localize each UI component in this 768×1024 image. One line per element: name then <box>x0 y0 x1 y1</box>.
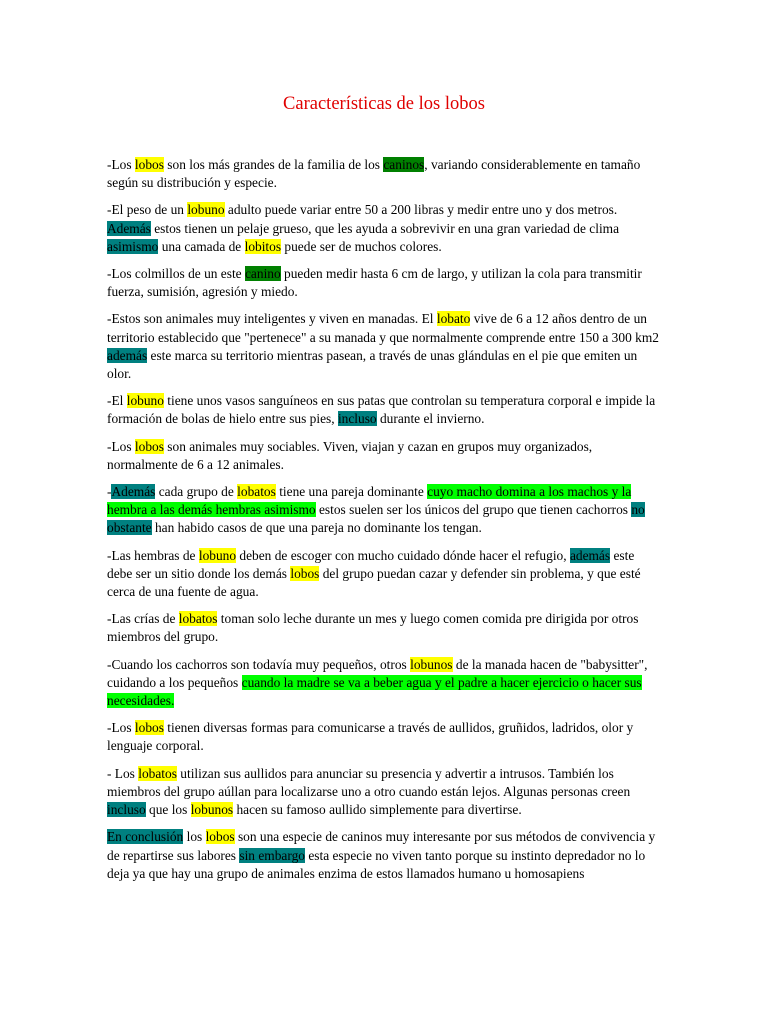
text-run: , variando considerablemente en tamaño según su distribución y especie. <box>107 157 641 191</box>
highlighted-text: lobos <box>205 829 235 845</box>
text-run: del grupo puedan cazar y defender sin problema, y que esté cerca de una fuente de agua. <box>107 565 641 600</box>
highlighted-text: lobunos <box>410 656 453 672</box>
text-run: tienen diversas formas para comunicarse a través de aullidos, gruñidos, ladridos, olor y lenguaje corporal. <box>107 720 634 754</box>
text-run: -Los <box>107 438 135 454</box>
text-run: esta especie no viven tanto porque su instinto depredador no lo deja ya que hay una grupo de animales enzima de estos llamados humano u homosapiens <box>107 847 646 881</box>
paragraph <box>107 310 662 383</box>
text-run: - Los <box>107 765 139 781</box>
text-run: -Cuando los cachorros son todavía muy pequeños, otros <box>107 656 411 672</box>
document-body <box>107 156 662 892</box>
highlighted-text: En conclusión <box>107 829 184 845</box>
text-run: -Los <box>107 157 135 172</box>
highlighted-text: lobatos <box>237 484 276 500</box>
paragraph <box>107 828 662 883</box>
text-run: que los <box>145 802 191 818</box>
highlighted-text: lobatos <box>178 611 218 627</box>
text-run: -El peso de un <box>107 202 188 218</box>
text-run: deben de escoger con mucho cuidado dónde hacer el refugio, <box>236 547 570 563</box>
text-run: este debe ser un sitio donde los demás <box>107 547 635 581</box>
highlighted-text: caninos <box>383 157 425 172</box>
text-run: utilizan sus aullidos para anunciar su presencia y advertir a intrusos. También los miembros del grupo aúllan para localizarse uno a otro cuando están lejos. Algunas personas creen <box>107 765 631 799</box>
highlighted-text: lobitos <box>244 238 282 254</box>
text-run: tiene una pareja dominante <box>275 484 428 500</box>
highlighted-text: lobuno <box>126 393 164 409</box>
text-run: de la manada hacen de "babysitter", cuidando a los pequeños <box>107 656 648 690</box>
text-run: son animales muy sociables. Viven, viajan y cazan en grupos muy organizados, normalmente de 6 a 12 animales. <box>107 438 593 472</box>
text-run: -Estos son animales muy inteligentes y viven en manadas. El <box>107 311 437 327</box>
paragraph <box>107 765 662 820</box>
highlighted-text: lobatos <box>138 765 177 781</box>
text-run: - <box>107 484 112 500</box>
highlighted-text: lobuno <box>198 547 237 563</box>
paragraph <box>107 265 662 301</box>
highlighted-text: no obstante <box>107 502 645 536</box>
paragraph <box>107 201 662 256</box>
highlighted-text: además <box>107 347 148 363</box>
paragraph <box>107 438 662 474</box>
text-run: -El <box>107 393 127 409</box>
paragraph <box>107 547 662 602</box>
text-run: durante el invierno. <box>376 411 485 427</box>
text-run: tiene unos vasos sanguíneos en sus patas que controlan su temperatura corporal e impide la formación de bolas de hielo entre sus pies, <box>107 393 656 427</box>
text-run: -Las hembras de <box>107 547 199 563</box>
text-run: adulto puede variar entre 50 a 200 libras y medir entre uno y dos metros. <box>224 202 618 218</box>
document-title: Características de los lobos <box>283 94 485 114</box>
text-run: una camada de <box>158 238 245 254</box>
highlighted-text: además <box>569 547 611 563</box>
highlighted-text: lobos <box>134 720 164 736</box>
text-run: hacen su famoso aullido simplemente para divertirse. <box>233 802 522 818</box>
text-run: estos tienen un pelaje grueso, que les ayuda a sobrevivir en una gran variedad de clima <box>150 220 620 236</box>
paragraph <box>107 610 662 646</box>
paragraph <box>107 156 662 192</box>
highlighted-text: lobuno <box>187 202 225 218</box>
highlighted-text: lobunos <box>190 802 234 818</box>
highlighted-text: cuando la madre se va a beber agua y el padre a hacer ejercicio o hacer sus necesidades. <box>107 674 642 709</box>
highlighted-text: incluso <box>107 802 146 818</box>
text-run: son los más grandes de la familia de los <box>163 157 384 172</box>
highlighted-text: lobos <box>290 565 320 581</box>
paragraph <box>107 483 662 538</box>
highlighted-text: lobos <box>134 157 164 172</box>
paragraph <box>107 656 662 711</box>
text-run: puede ser de muchos colores. <box>281 238 442 254</box>
highlighted-text: incluso <box>337 411 377 427</box>
text-run: estos suelen ser los únicos del grupo que tienen cachorros <box>315 502 632 518</box>
text-run: vive de 6 a 12 años dentro de un territorio establecido que "pertenece" a su manada y que normalmente comprende entre 150 a 300 km2 <box>107 311 659 345</box>
highlighted-text: lobos <box>134 438 164 454</box>
paragraph <box>107 719 662 755</box>
text-run: este marca su territorio mientras pasean, a través de unas glándulas en el pie que emiten un olor. <box>107 347 638 382</box>
text-run: -Las crías de <box>107 611 179 627</box>
highlighted-text: Además <box>111 484 156 500</box>
highlighted-text: canino <box>244 266 281 282</box>
text-run: toman solo leche durante un mes y luego comen comida pre dirigida por otros miembros del grupo. <box>107 611 639 645</box>
text-run: cada grupo de <box>155 484 238 500</box>
highlighted-text: Además <box>107 220 151 236</box>
text-run: pueden medir hasta 6 cm de largo, y utilizan la cola para transmitir fuerza, sumisión, agresión y miedo. <box>107 266 642 300</box>
highlighted-text: asimismo <box>107 238 159 254</box>
text-run: -Los colmillos de un este <box>107 266 245 282</box>
text-run: los <box>183 829 206 845</box>
highlighted-text: cuyo macho domina a los machos y la hembra a las demás hembras asimismo <box>107 484 632 518</box>
highlighted-text: lobato <box>436 311 471 327</box>
paragraph <box>107 392 662 428</box>
text-run: -Los <box>107 720 135 736</box>
text-run: son una especie de caninos muy interesante por sus métodos de convivencia y de repartirse sus labores <box>107 829 656 863</box>
text-run: han habido casos de que una pareja no dominante los tengan. <box>151 520 482 536</box>
highlighted-text: sin embargo <box>239 847 305 863</box>
